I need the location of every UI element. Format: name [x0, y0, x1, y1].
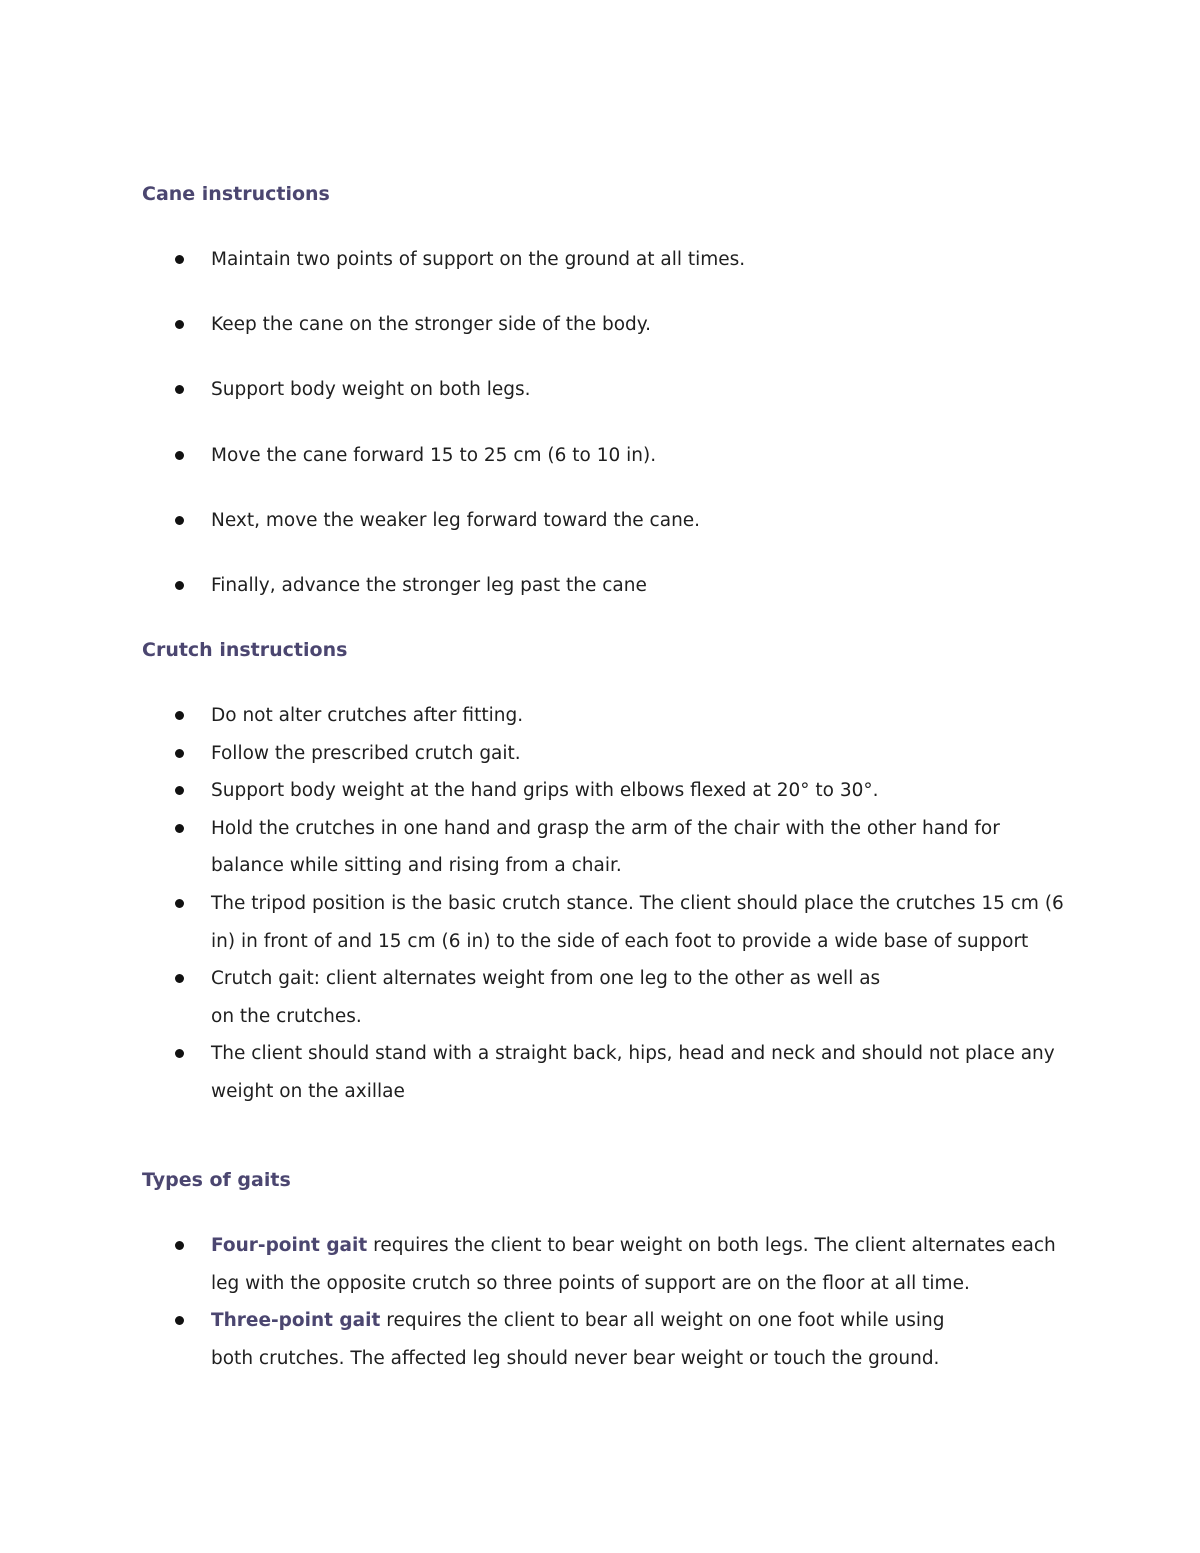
types-of-gaits-heading: Types of gaits — [142, 1169, 291, 1191]
cane-instructions-list — [0, 241, 1200, 605]
list-item-text: The tripod position is the basic crutch stance. The client should place the crutches 15 cm (6 in) in front of and 15 cm (6 in) to the side of each foot to provide a wide base of support — [211, 892, 1064, 952]
list-item — [0, 810, 1071, 885]
list-item-text: requires the client to bear all weight on one foot while using — [380, 1310, 945, 1332]
types-of-gaits-list — [0, 1227, 1200, 1377]
bullet-icon — [175, 1241, 184, 1250]
list-item — [0, 371, 1071, 409]
list-item-text: Crutch gait: client alternates weight from one leg to the other as well as — [211, 968, 881, 990]
list-item-text: Move the cane forward 15 to 25 cm (6 to 10 in). — [211, 444, 657, 466]
cane-instructions-heading: Cane instructions — [142, 183, 330, 205]
bullet-icon — [175, 451, 184, 460]
list-item — [0, 1035, 1071, 1110]
list-item — [0, 1302, 1071, 1377]
list-item — [0, 960, 1071, 1035]
bullet-icon — [175, 711, 184, 720]
list-item-text: Follow the prescribed crutch gait. — [211, 742, 521, 764]
bullet-icon — [175, 385, 184, 394]
gait-term: Four-point gait — [211, 1235, 368, 1256]
list-item — [0, 567, 1071, 605]
crutch-instructions-heading: Crutch instructions — [142, 639, 348, 661]
list-item — [0, 306, 1071, 344]
bullet-icon — [175, 786, 184, 795]
list-item-text: Support body weight on both legs. — [211, 379, 531, 401]
list-item — [0, 437, 1071, 475]
crutch-instructions-list — [0, 697, 1200, 1111]
bullet-icon — [175, 1049, 184, 1058]
list-item-text: Maintain two points of support on the ground at all times. — [211, 249, 746, 270]
list-item — [0, 502, 1071, 540]
list-item-text: Support body weight at the hand grips with elbows flexed at 20° to 30°. — [211, 780, 879, 802]
list-item — [0, 697, 1071, 735]
list-item — [0, 772, 1071, 810]
list-item-text: Next, move the weaker leg forward toward the cane. — [211, 509, 701, 531]
bullet-icon — [175, 899, 184, 908]
list-item-text: Hold the crutches in one hand and grasp the arm of the chair with the other hand for balance while sitting and rising from a chair. — [211, 817, 1000, 877]
list-item-text: The client should stand with a straight back, hips, head and neck and should not place any weight on the axillae — [211, 1043, 1055, 1102]
list-item-text: Finally, advance the stronger leg past the cane — [211, 574, 647, 596]
bullet-icon — [175, 516, 184, 525]
list-item — [0, 1227, 1071, 1302]
list-item — [0, 885, 1071, 960]
list-item-text: requires the client to bear weight on both legs. The client alternates each leg with the opposite crutch so three points of support are on the floor at all time. — [211, 1235, 1056, 1294]
bullet-icon — [175, 255, 184, 264]
list-item-text: Do not alter crutches after fitting. — [211, 705, 524, 726]
bullet-icon — [175, 974, 184, 983]
bullet-icon — [175, 1316, 184, 1325]
bullet-icon — [175, 320, 184, 329]
list-item-text-continued: on the crutches. — [211, 1005, 362, 1027]
list-item — [0, 735, 1071, 773]
bullet-icon — [175, 824, 184, 833]
list-item — [0, 241, 1071, 279]
list-item-text-continued: both crutches. The affected leg should never bear weight or touch the ground. — [211, 1347, 940, 1369]
bullet-icon — [175, 749, 184, 758]
list-item-text: Keep the cane on the stronger side of the body. — [211, 314, 651, 336]
bullet-icon — [175, 581, 184, 590]
gait-term: Three-point gait — [211, 1310, 381, 1332]
